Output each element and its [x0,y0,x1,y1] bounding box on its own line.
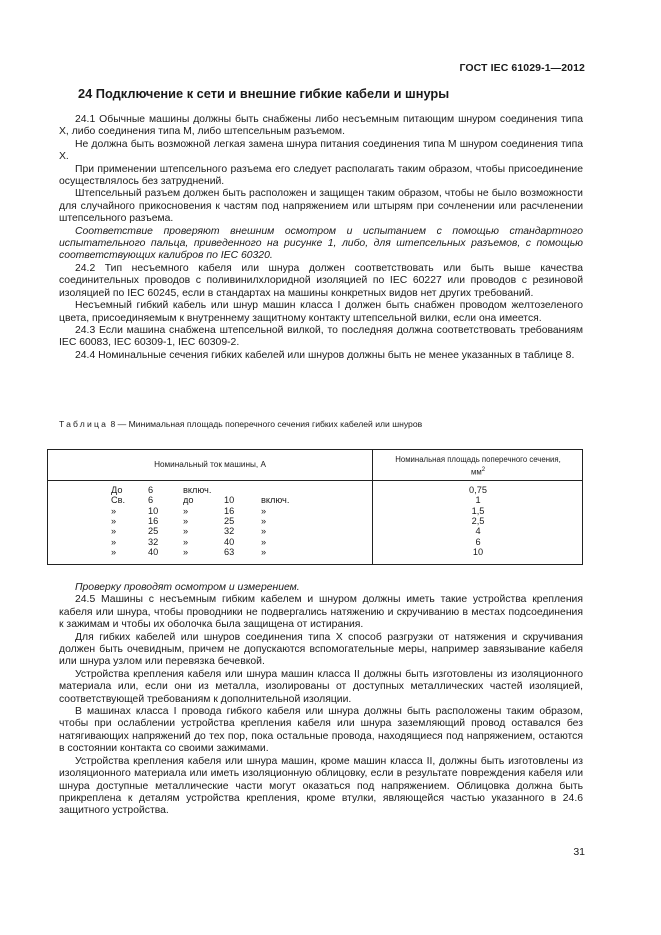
paragraph: В машинах класса I провода гибкого кабеля или шнура должны быть расположены таким образом, чтобы при ослаблении устройства крепления кабеля или шнура заземляющий провод оставался без натягивающих напряжений до тех пор, пока остальные провода, находящиеся под напряжением, остаются в состоянии контакта со своими зажимами. [59,706,583,755]
paragraph: Проверку проводят осмотром и измерением. [75,582,300,593]
paragraph: Не должна быть возможной легкая замена шнура питания соединения типа M шнуром соединения типа X. [59,138,583,163]
cross-section-table [47,449,583,565]
section-title: 24 Подключение к сети и внешние гибкие кабели и шнуры [78,86,450,101]
paragraph: 24.4 Номинальные сечения гибких кабелей или шнуров должны быть не менее указанных в таблице 8. [75,349,575,361]
standard-header: ГОСТ IEC 61029-1—2012 [459,62,585,74]
paragraph: Несъемный гибкий кабель или шнур машин класса I должен быть снабжен проводом желтозеленого цвета, присоединяемым к внутреннему защитному контакту штепсельной вилки, если она имеется. [59,300,583,324]
paragraph: 24.3 Если машина снабжена штепсельной вилкой, то последняя должна соответствовать требованиям IEC 60083, IEC 60309-1, IEC 60309-2. [59,324,583,349]
table-row: Св. 6 до 10 включ. 1 [111,495,481,506]
column-header-area-unit: мм [470,467,482,477]
column-header-area-unit-exp: 2 [481,467,486,473]
paragraph: 24.1 Обычные машины должны быть снабжены либо несъемным питающим шнуром соединения типа X, либо соединения типа M, либо штепсельным разъемом. [59,114,583,138]
column-header-area-label: Номинальная площадь поперечного сечения, [395,455,561,464]
table-caption-text: 8 — Минимальная площадь поперечного сечения гибких кабелей или шнуров [108,419,423,429]
table-row: » 40 » 63 » 10 [111,546,484,557]
paragraph: Штепсельный разъем должен быть расположен и защищен таким образом, чтобы не было возможности для случайного прикосновения к частям под напряжением или штырям при сочленении или расчленении штепсельного разъема. [59,188,583,225]
body-block-2 [59,582,583,818]
table-row: До 6 включ. 0,75 [111,485,487,495]
table-row: » 16 » 25 » 2,5 [111,515,485,526]
column-header-current: Номинальный ток машины, А [154,460,266,469]
table-row: » 10 » 16 » 1,5 [111,505,485,516]
table-header-divider [48,480,582,481]
table-caption [59,419,422,429]
paragraph: 24.5 Машины с несъемным гибким кабелем и шнуром должны иметь такие устройства крепления кабеля или шнура, чтобы проводники не подвергались натяжению и скручиванию в местах подсоединения к зажимам и чтобы их оболочка была защищена от истирания. [59,594,583,631]
table-caption-prefix: Таблица [59,419,109,429]
paragraph: Устройства крепления кабеля или шнура машин класса II должны быть изготовлены из изоляционного материала или, если они из металла, изолированы от доступных металлических частей изоляцией, соответствующей требованиям к дополнительной изоляции. [59,668,583,705]
column-header-area [373,455,583,478]
paragraph: Соответствие проверяют внешним осмотром и испытанием с помощью стандартного испытательного пальца, приведенного на рисунке 1, либо, для штепсельных разъемов, с помощью соответствующих калибров по IEC 60320. [59,225,583,262]
paragraph: Для гибких кабелей или шнуров соединения типа X способ разгрузки от натяжения и скручивания должен быть очевидным, причем не допускаются вспомогательные меры, например завязывание кабеля или шнура узлом или перевязка бечевкой. [59,631,583,668]
paragraph: 24.2 Тип несъемного кабеля или шнура должен соответствовать или быть выше качества соединительных проводов с поливинилхлоридной изоляцией по IEC 60227 или проводов с резиновой изоляцией по IEC 60245, если в стандартах на машины конкретных видов нет других требований. [59,262,583,299]
table-row: » 25 » 32 » 4 [111,526,481,537]
page-number: 31 [573,846,585,858]
body-block-1 [59,114,583,362]
paragraph: При применении штепсельного разъема его следует располагать таким образом, чтобы присоединение осуществлялось без затруднений. [59,163,583,188]
paragraph: Устройства крепления кабеля или шнура машин, кроме машин класса II, должны быть изготовлены из изоляционного материала или иметь изоляционную облицовку, если в результате повреждения кабеля или шнура доступные металлические части могут оказаться под напряжением. Облицовка должна быть прикреплена к деталям устройства крепления, кроме втулки, являющейся частью указанного в 24.6 защитного устройства. [59,755,583,817]
table-row: » 32 » 40 » 6 [111,536,481,547]
